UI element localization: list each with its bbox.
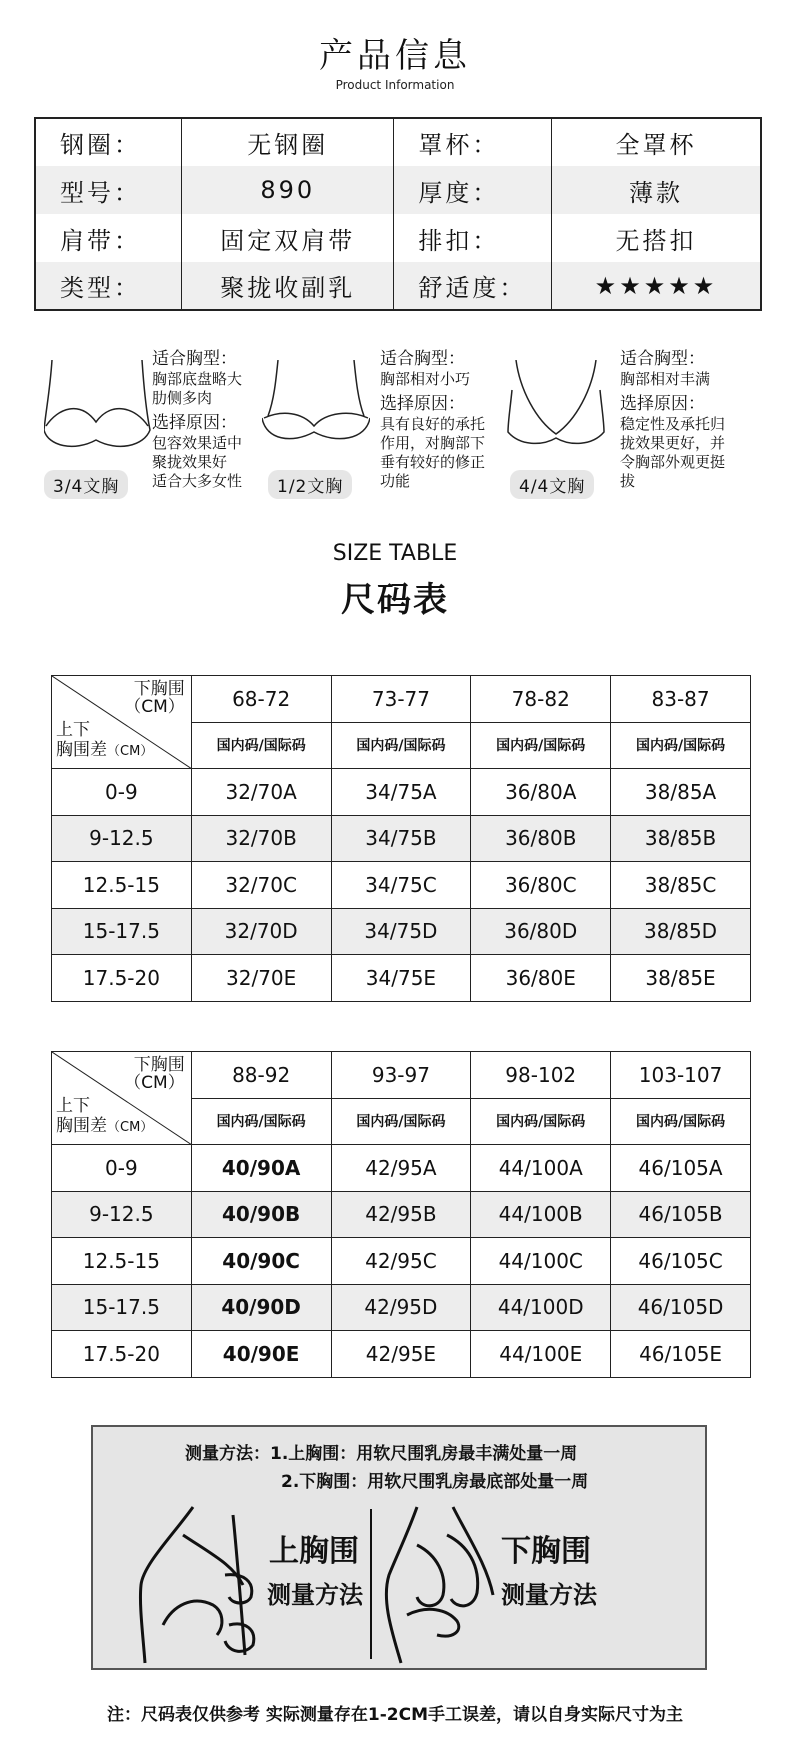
column-header: 83-87	[611, 676, 751, 723]
column-subheader: 国内码/国际码	[191, 1098, 331, 1145]
info-value: 890	[182, 166, 394, 214]
size-table-title-cn: 尺码表	[341, 580, 449, 620]
lower-bust-title: 下胸围	[501, 1534, 591, 1569]
fit-line: 胸部底盘略大	[152, 370, 243, 388]
column-header: 103-107	[611, 1052, 751, 1099]
column-subheader: 国内码/国际码	[331, 1098, 471, 1145]
table-row	[52, 908, 751, 955]
measure-line-2: 2.下胸围：用软尺围乳房最底部处量一周	[281, 1472, 589, 1492]
table-cell: 32/70A	[191, 769, 331, 816]
info-key: 类型：	[35, 262, 182, 310]
info-key: 罩杯：	[394, 118, 552, 166]
row-header: 0-9	[52, 769, 192, 816]
size-table-1	[51, 675, 751, 1002]
table-cell: 36/80D	[471, 908, 611, 955]
table-cell: 36/80C	[471, 862, 611, 909]
fit-heading: 适合胸型：	[380, 349, 465, 369]
bra-34-icon	[44, 360, 152, 452]
table-cell: 40/90B	[191, 1191, 331, 1238]
table-cell: 32/70C	[191, 862, 331, 909]
table-cell: 34/75A	[331, 769, 471, 816]
measure-line-1: 测量方法：1.上胸围：用软尺围乳房最丰满处量一周	[185, 1444, 578, 1464]
why-line: 具有良好的承托	[380, 415, 486, 433]
column-subheader: 国内码/国际码	[611, 722, 751, 769]
table-cell: 44/100A	[471, 1145, 611, 1192]
table-cell: 44/100C	[471, 1238, 611, 1285]
table-cell: 38/85C	[611, 862, 751, 909]
table-row	[52, 815, 751, 862]
product-info-table	[34, 117, 762, 311]
bra-44-description	[620, 348, 725, 491]
table-cell: 34/75B	[331, 815, 471, 862]
row-header: 9-12.5	[52, 1191, 192, 1238]
bra-type-label: 4/4文胸	[510, 470, 594, 499]
bra-type-label: 1/2文胸	[268, 470, 352, 499]
footnote: 注：尺码表仅供参考 实际测量存在1-2CM手工误差，请以自身实际尺寸为主	[106, 1705, 684, 1725]
size-table-title-en: SIZE TABLE	[332, 541, 458, 566]
column-subheader: 国内码/国际码	[611, 1098, 751, 1145]
table-cell: 38/85B	[611, 815, 751, 862]
fit-heading: 适合胸型：	[620, 349, 705, 369]
table-cell: 34/75E	[331, 955, 471, 1002]
table-cell: 38/85D	[611, 908, 751, 955]
table-cell: 34/75D	[331, 908, 471, 955]
table-cell: 44/100E	[471, 1331, 611, 1378]
table-cell: 38/85A	[611, 769, 751, 816]
why-line: 拔	[620, 472, 636, 490]
fit-line: 胸部相对小巧	[380, 370, 471, 388]
corner-bottom-text: 上下	[56, 1096, 90, 1116]
corner-top-unit: （CM）	[124, 697, 185, 717]
lower-bust-subtitle: 测量方法	[501, 1581, 597, 1609]
table-row	[52, 1145, 751, 1192]
table-cell: 42/95A	[331, 1145, 471, 1192]
column-subheader: 国内码/国际码	[191, 722, 331, 769]
table-cell: 42/95D	[331, 1284, 471, 1331]
table-row	[52, 1191, 751, 1238]
table-cell: 34/75C	[331, 862, 471, 909]
info-value: 薄款	[551, 166, 761, 214]
corner-top-label	[124, 1056, 185, 1092]
info-key: 厚度：	[394, 166, 552, 214]
table-row	[52, 862, 751, 909]
divider	[370, 1509, 372, 1659]
lower-bust-figure-icon	[377, 1505, 507, 1665]
info-value: 全罩杯	[551, 118, 761, 166]
table-cell: 46/105B	[611, 1191, 751, 1238]
column-header: 98-102	[471, 1052, 611, 1099]
table-cell: 46/105A	[611, 1145, 751, 1192]
table-cell: 42/95B	[331, 1191, 471, 1238]
table-cell: 44/100B	[471, 1191, 611, 1238]
table-row	[52, 1052, 751, 1099]
table-cell: 32/70E	[191, 955, 331, 1002]
corner-top-label	[124, 680, 185, 716]
bra-34-description	[152, 348, 242, 491]
info-row	[35, 214, 761, 262]
info-row	[35, 166, 761, 214]
row-header: 12.5-15	[52, 862, 192, 909]
fit-line: 肋侧多肉	[152, 389, 213, 407]
row-header: 17.5-20	[52, 1331, 192, 1378]
column-header: 68-72	[191, 676, 331, 723]
measurement-panel	[91, 1425, 707, 1670]
row-header: 15-17.5	[52, 1284, 192, 1331]
table-cell: 46/105C	[611, 1238, 751, 1285]
bra-type-label: 3/4文胸	[44, 470, 128, 499]
fit-line: 胸部相对丰满	[620, 370, 711, 388]
column-subheader: 国内码/国际码	[331, 722, 471, 769]
why-heading: 选择原因：	[152, 413, 237, 433]
fit-heading: 适合胸型：	[152, 349, 237, 369]
product-info-title: 产品信息	[319, 36, 471, 76]
table-cell: 46/105E	[611, 1331, 751, 1378]
table-cell: 40/90D	[191, 1284, 331, 1331]
info-key: 排扣：	[394, 214, 552, 262]
corner-top-unit: （CM）	[124, 1073, 185, 1093]
row-header: 12.5-15	[52, 1238, 192, 1285]
why-heading: 选择原因：	[380, 394, 465, 414]
corner-top-text: 下胸围	[133, 1055, 185, 1075]
table-cell: 32/70D	[191, 908, 331, 955]
row-header: 17.5-20	[52, 955, 192, 1002]
corner-bottom-text: 胸围差	[56, 740, 107, 760]
table-corner	[52, 676, 192, 769]
column-header: 73-77	[331, 676, 471, 723]
table-row	[52, 1331, 751, 1378]
info-value: 聚拢收副乳	[182, 262, 394, 310]
table-cell: 40/90E	[191, 1331, 331, 1378]
column-subheader: 国内码/国际码	[471, 722, 611, 769]
why-line: 功能	[380, 472, 411, 490]
upper-bust-title: 上胸围	[269, 1534, 359, 1569]
column-header: 78-82	[471, 676, 611, 723]
table-corner	[52, 1052, 192, 1145]
table-row	[52, 769, 751, 816]
why-line: 拢效果更好，并	[620, 434, 726, 452]
info-value: 无搭扣	[551, 214, 761, 262]
table-cell: 44/100D	[471, 1284, 611, 1331]
size-table-2	[51, 1051, 751, 1378]
why-heading: 选择原因：	[620, 394, 705, 414]
info-value: 固定双肩带	[182, 214, 394, 262]
bra-44-icon	[506, 360, 606, 452]
why-line: 包容效果适中	[152, 434, 243, 452]
row-header: 0-9	[52, 1145, 192, 1192]
table-row	[52, 676, 751, 723]
why-line: 适合大多女性	[152, 472, 243, 490]
bra-12-description	[380, 348, 485, 491]
info-key: 舒适度：	[394, 262, 552, 310]
info-key: 钢圈：	[60, 131, 141, 159]
table-cell: 40/90A	[191, 1145, 331, 1192]
why-line: 聚拢效果好	[152, 453, 228, 471]
corner-bottom-label	[56, 1096, 153, 1138]
corner-bottom-label	[56, 720, 153, 762]
comfort-stars: ★★★★★	[551, 262, 761, 310]
corner-bottom-unit: （CM）	[107, 744, 154, 759]
upper-bust-subtitle: 测量方法	[267, 1581, 363, 1609]
table-cell: 32/70B	[191, 815, 331, 862]
why-line: 稳定性及承托归	[620, 415, 726, 433]
table-row	[52, 955, 751, 1002]
column-header: 93-97	[331, 1052, 471, 1099]
info-key: 肩带：	[60, 226, 141, 255]
column-subheader: 国内码/国际码	[471, 1098, 611, 1145]
product-info-subtitle: Product Information	[335, 78, 455, 92]
why-line: 令胸部外观更挺	[620, 453, 726, 471]
bra-12-icon	[262, 360, 370, 452]
info-value: 无钢圈	[182, 118, 394, 166]
why-line: 垂有较好的修正	[380, 453, 486, 471]
table-row	[52, 1284, 751, 1331]
table-cell: 36/80B	[471, 815, 611, 862]
table-cell: 42/95C	[331, 1238, 471, 1285]
row-header: 9-12.5	[52, 815, 192, 862]
info-row	[35, 262, 761, 310]
info-key: 型号：	[35, 166, 182, 214]
table-cell: 36/80A	[471, 769, 611, 816]
corner-top-text: 下胸围	[133, 679, 185, 699]
table-cell: 42/95E	[331, 1331, 471, 1378]
table-cell: 38/85E	[611, 955, 751, 1002]
info-row	[35, 118, 761, 166]
table-cell: 46/105D	[611, 1284, 751, 1331]
corner-bottom-text: 胸围差	[56, 1116, 107, 1136]
row-header: 15-17.5	[52, 908, 192, 955]
column-header: 88-92	[191, 1052, 331, 1099]
table-cell: 36/80E	[471, 955, 611, 1002]
why-line: 作用，对胸部下	[380, 434, 486, 452]
corner-bottom-unit: （CM）	[107, 1120, 154, 1135]
table-row	[52, 1238, 751, 1285]
corner-bottom-text: 上下	[56, 720, 90, 740]
table-cell: 40/90C	[191, 1238, 331, 1285]
